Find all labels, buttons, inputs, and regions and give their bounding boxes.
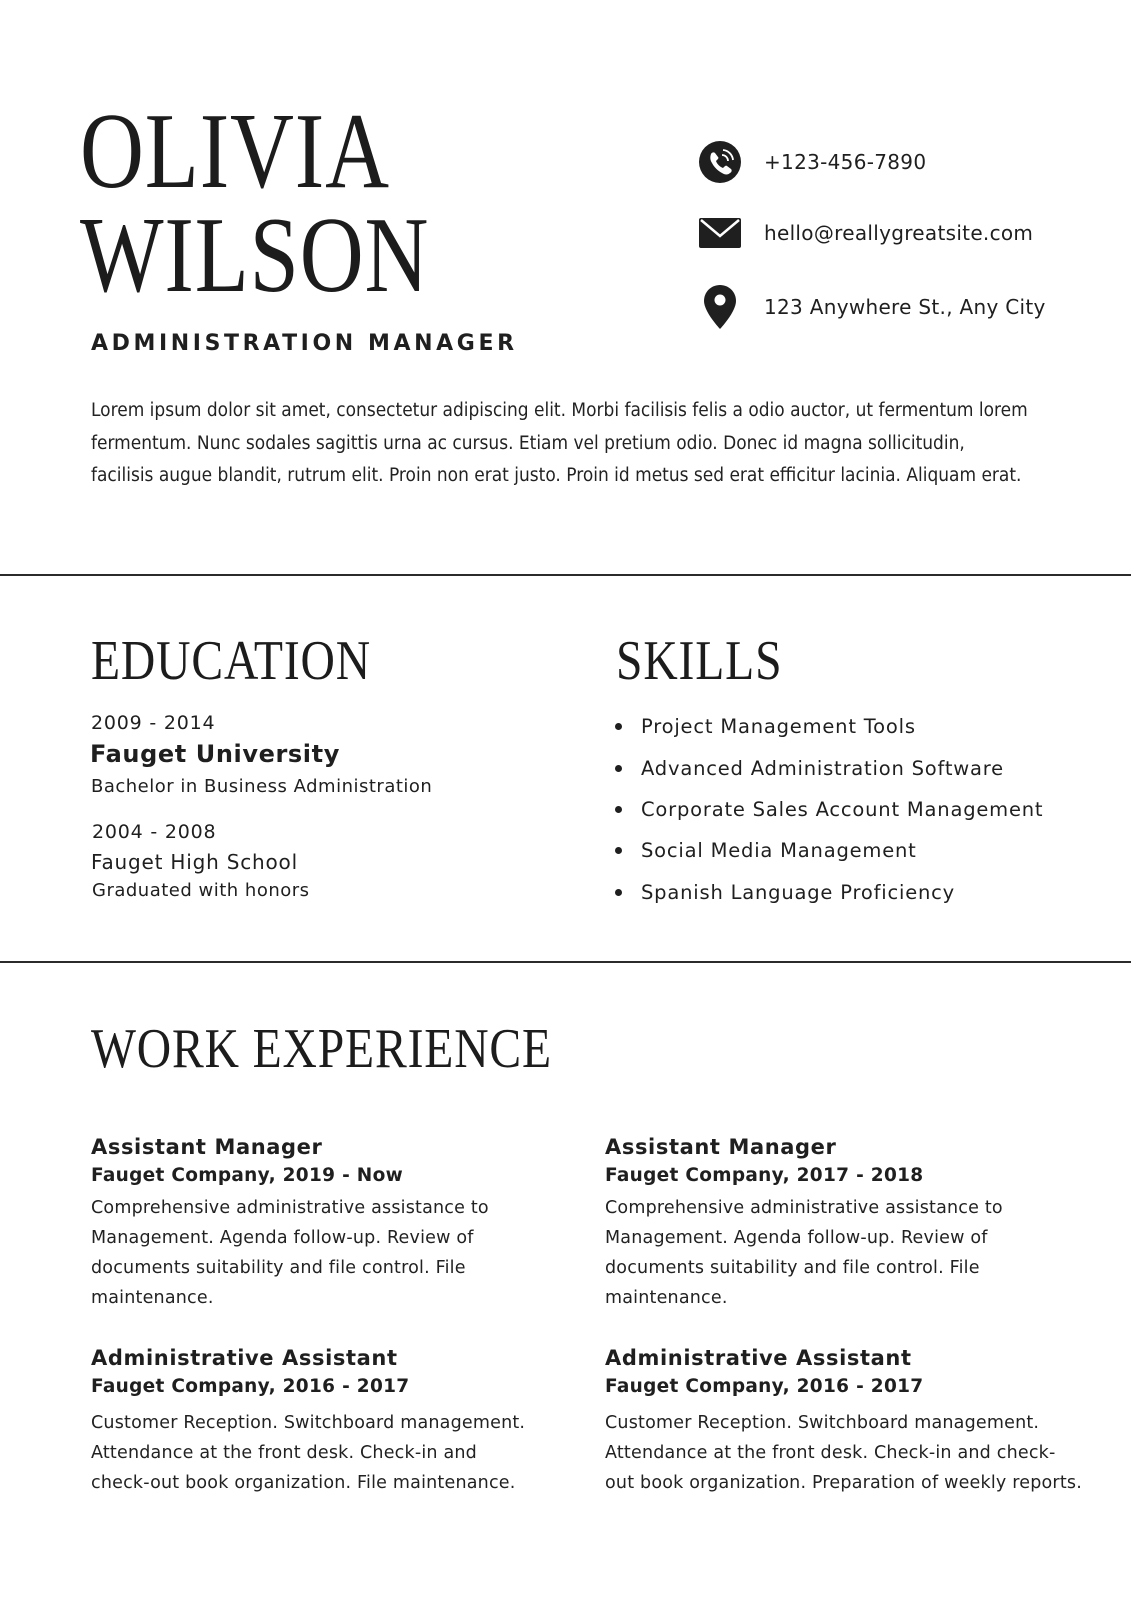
job-entry (91, 1344, 541, 1498)
phone-text[interactable]: +123-456-7890 (764, 150, 927, 174)
section-divider (0, 961, 1131, 963)
job-company: Fauget Company, 2017 - 2018 (605, 1165, 924, 1186)
education-school: Fauget University (90, 740, 340, 768)
job-company: Fauget Company, 2016 - 2017 (91, 1376, 410, 1397)
job-description: Comprehensive administrative assistance to Management. Agenda follow-up. Review of documents suitability and file control. File maintenance. (605, 1198, 1003, 1308)
profile-summary: Lorem ipsum dolor sit amet, consectetur adipiscing elit. Morbi facilisis felis a odio auctor, ut fermentum lorem fermentum. Nunc sodales sagittis urna ac cursus. Etiam vel pretium odio. Donec id magna sollicitudin, facilisis augue blandit, rutrum elit. Proin non erat justo. Proin id metus sed erat efficitur lacinia. Aliquam erat. (91, 400, 1028, 486)
contact-phone (698, 140, 926, 184)
skills-heading: SKILLS (616, 630, 783, 692)
job-title: Administrative Assistant (91, 1346, 398, 1370)
bullet-icon (615, 889, 622, 896)
skill-item: Advanced Administration Software (613, 747, 1043, 788)
last-name: WILSON (80, 196, 430, 315)
contact-email (698, 211, 1033, 255)
contact-address (698, 285, 1046, 329)
job-entry (91, 1133, 561, 1313)
job-company: Fauget Company, 2019 - Now (91, 1165, 403, 1186)
skills-list (613, 706, 1043, 913)
education-years: 2004 - 2008 (92, 821, 217, 843)
mail-icon (698, 211, 742, 255)
skill-item: Social Media Management (613, 830, 1043, 871)
bullet-icon (615, 847, 622, 854)
education-degree: Bachelor in Business Administration (91, 776, 433, 797)
job-description: Comprehensive administrative assistance to Management. Agenda follow-up. Review of documents suitability and file control. File maintenance. (91, 1198, 489, 1308)
skill-item: Project Management Tools (613, 706, 1043, 747)
first-name: OLIVIA (80, 92, 390, 211)
address-text: 123 Anywhere St., Any City (764, 295, 1046, 319)
work-heading: WORK EXPERIENCE (91, 1018, 552, 1080)
education-school: Fauget High School (91, 850, 298, 874)
bullet-icon (615, 806, 622, 813)
bullet-icon (615, 765, 622, 772)
skill-item: Corporate Sales Account Management (613, 789, 1043, 830)
job-company: Fauget Company, 2016 - 2017 (605, 1376, 924, 1397)
job-description: Customer Reception. Switchboard management. Attendance at the front desk. Check-in and check-out book organization. Preparation of weekly reports. (605, 1413, 1082, 1493)
education-years: 2009 - 2014 (91, 712, 216, 734)
job-role: ADMINISTRATION MANAGER (91, 331, 518, 356)
skill-item: Spanish Language Proficiency (613, 872, 1043, 913)
education-heading: EDUCATION (91, 630, 372, 692)
job-entry (605, 1133, 1075, 1313)
section-divider (0, 574, 1131, 576)
job-description: Customer Reception. Switchboard management. Attendance at the front desk. Check-in and check-out book organization. File maintenance. (91, 1413, 526, 1493)
bullet-icon (615, 723, 622, 730)
location-pin-icon (698, 285, 742, 329)
phone-icon (698, 140, 742, 184)
job-title: Assistant Manager (605, 1135, 837, 1159)
email-text[interactable]: hello@reallygreatsite.com (764, 221, 1034, 245)
education-degree: Graduated with honors (92, 880, 310, 901)
job-title: Administrative Assistant (605, 1346, 912, 1370)
job-title: Assistant Manager (91, 1135, 323, 1159)
job-entry (605, 1344, 1085, 1498)
